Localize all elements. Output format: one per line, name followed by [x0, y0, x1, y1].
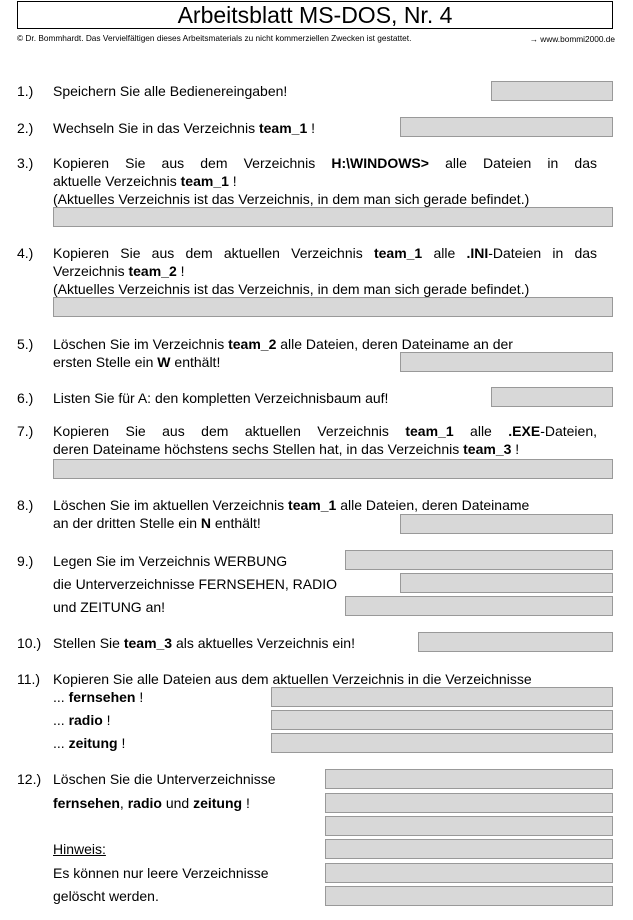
task-text: Stellen Sie team_3 als aktuelles Verzeichnis ein! [53, 635, 355, 651]
answer-field[interactable] [271, 710, 613, 730]
task-text: Kopieren Sie alle Dateien aus dem aktuellen Verzeichnis in die Verzeichnisse [53, 671, 532, 687]
task-text: Listen Sie für A: den kompletten Verzeichnisbaum auf! [53, 390, 389, 406]
hint-text: Es können nur leere Verzeichnisse [53, 865, 269, 881]
task-text: Wechseln Sie in das Verzeichnis team_1 ! [53, 120, 316, 136]
task-note: (Aktuelles Verzeichnis ist das Verzeichnis, in dem man sich gerade befindet.) [53, 281, 530, 297]
task-number: 12.) [17, 771, 42, 787]
task-text: Legen Sie im Verzeichnis WERBUNG [53, 553, 288, 569]
task-text: Speichern Sie alle Bedienereingaben! [53, 83, 288, 99]
task-text: die Unterverzeichnisse FERNSEHEN, RADIO [53, 576, 337, 592]
task-note: (Aktuelles Verzeichnis ist das Verzeichnis, in dem man sich gerade befindet.) [53, 191, 530, 207]
task-number: 2.) [17, 120, 34, 136]
answer-field[interactable] [53, 207, 613, 227]
task-text: und ZEITUNG an! [53, 599, 166, 615]
task-text: fernsehen, radio und zeitung ! [53, 795, 250, 811]
answer-field[interactable] [400, 573, 613, 593]
answer-field[interactable] [325, 863, 613, 883]
answer-field[interactable] [325, 886, 613, 906]
task-number: 8.) [17, 497, 34, 513]
answer-field[interactable] [53, 297, 613, 317]
worksheet-title: Arbeitsblatt MS-DOS, Nr. 4 [17, 1, 613, 29]
answer-field[interactable] [345, 550, 613, 570]
task-number: 5.) [17, 336, 34, 352]
hint-title: Hinweis: [53, 841, 106, 857]
answer-field[interactable] [400, 117, 613, 137]
answer-field[interactable] [325, 816, 613, 836]
answer-field[interactable] [53, 459, 613, 479]
answer-field[interactable] [325, 793, 613, 813]
task-number: 6.) [17, 390, 34, 406]
task-text: Löschen Sie im Verzeichnis team_2 alle Dateien, deren Dateiname an der [53, 336, 513, 352]
task-number: 4.) [17, 245, 34, 261]
answer-field[interactable] [400, 514, 613, 534]
task-text: Löschen Sie im aktuellen Verzeichnis team_1 alle Dateien, deren Dateiname [53, 497, 530, 513]
answer-field[interactable] [271, 733, 613, 753]
answer-field[interactable] [491, 81, 613, 101]
task-text: Kopieren Sie aus dem aktuellen Verzeichnis team_1 alle .INI-Dateien in das [53, 245, 598, 261]
list-item: ... radio ! [53, 712, 111, 728]
task-text: an der dritten Stelle ein N enthält! [53, 515, 261, 531]
answer-field[interactable] [418, 632, 613, 652]
task-text: Verzeichnis team_2 ! [53, 263, 185, 279]
task-text: deren Dateiname höchstens sechs Stellen hat, in das Verzeichnis team_3 ! [53, 441, 520, 457]
answer-field[interactable] [491, 387, 613, 407]
answer-field[interactable] [325, 769, 613, 789]
answer-field[interactable] [400, 352, 613, 372]
task-number: 7.) [17, 423, 34, 439]
answer-field[interactable] [271, 687, 613, 707]
task-number: 3.) [17, 155, 34, 171]
task-text: ersten Stelle ein W enthält! [53, 354, 221, 370]
hint-text: gelöscht werden. [53, 888, 159, 904]
list-item: ... zeitung ! [53, 735, 126, 751]
task-number: 10.) [17, 635, 42, 651]
task-number: 11.) [17, 671, 41, 687]
list-item: ... fernsehen ! [53, 689, 144, 705]
task-number: 1.) [17, 83, 34, 99]
copyright-note: © Dr. Bommhardt. Das Vervielfältigen dieses Arbeitsmaterials zu nicht kommerziellen Zwecken ist gestattet. [17, 33, 412, 43]
answer-field[interactable] [325, 839, 613, 859]
website-url: → www.bommi2000.de [529, 34, 615, 44]
task-text: Kopieren Sie aus dem aktuellen Verzeichnis team_1 alle .EXE-Dateien, [53, 423, 597, 439]
task-text: aktuelle Verzeichnis team_1 ! [53, 173, 237, 189]
task-text: Kopieren Sie aus dem Verzeichnis H:\WINDOWS> alle Dateien in das [53, 155, 598, 171]
task-number: 9.) [17, 553, 34, 569]
task-text: Löschen Sie die Unterverzeichnisse [53, 771, 276, 787]
answer-field[interactable] [345, 596, 613, 616]
